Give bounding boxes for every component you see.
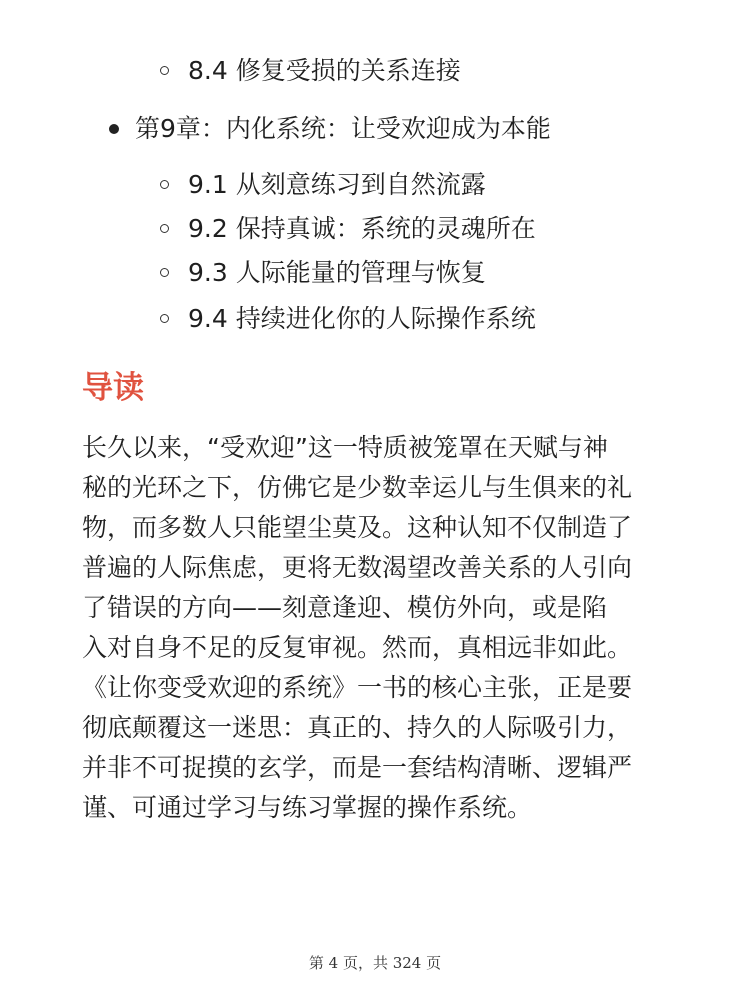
paragraph-line: 《让你变受欢迎的系统》一书的核心主张，正是要 (82, 673, 633, 702)
toc-item-9-4[interactable] (188, 302, 536, 336)
toc-item-9-1[interactable] (188, 168, 486, 202)
section-heading: 导读 (82, 370, 144, 406)
toc-chapter-label: 第9章：内化系统：让受欢迎成为本能 (135, 114, 551, 143)
toc-item-label: 8.4 修复受损的关系连接 (188, 56, 461, 85)
hollow-bullet-icon (160, 66, 169, 75)
paragraph-line: 长久以来，“受欢迎”这一特质被笼罩在天赋与神 (82, 433, 608, 462)
toc-chapter-9[interactable] (135, 112, 551, 146)
toc-item-label: 9.4 持续进化你的人际操作系统 (188, 304, 536, 333)
paragraph-line: 并非不可捉摸的玄学，而是一套结构清晰、逻辑严 (82, 753, 633, 782)
toc-item-8-4[interactable] (188, 54, 461, 88)
toc-item-label: 9.3 人际能量的管理与恢复 (188, 258, 486, 287)
paragraph-line: 了错误的方向——刻意逢迎、模仿外向，或是陷 (82, 593, 608, 622)
toc-item-9-2[interactable] (188, 212, 536, 246)
paragraph-line: 彻底颠覆这一迷思：真正的、持久的人际吸引力， (82, 713, 633, 742)
hollow-bullet-icon (160, 224, 169, 233)
paragraph-line: 秘的光环之下，仿佛它是少数幸运儿与生俱来的礼 (82, 473, 633, 502)
intro-paragraph (82, 428, 674, 828)
toc-item-label: 9.2 保持真诚：系统的灵魂所在 (188, 214, 536, 243)
paragraph-line: 物，而多数人只能望尘莫及。这种认知不仅制造了 (82, 513, 633, 542)
paragraph-line: 入对自身不足的反复审视。然而，真相远非如此。 (82, 633, 633, 662)
hollow-bullet-icon (160, 180, 169, 189)
toc-item-label: 9.1 从刻意练习到自然流露 (188, 170, 486, 199)
hollow-bullet-icon (160, 314, 169, 323)
hollow-bullet-icon (160, 268, 169, 277)
paragraph-line: 普遍的人际焦虑，更将无数渴望改善关系的人引向 (82, 553, 633, 582)
solid-bullet-icon (109, 124, 119, 134)
page-number-footer: 第 4 页，共 324 页 (308, 954, 442, 972)
paragraph-line: 谨、可通过学习与练习掌握的操作系统。 (82, 793, 533, 822)
toc-item-9-3[interactable] (188, 256, 486, 290)
